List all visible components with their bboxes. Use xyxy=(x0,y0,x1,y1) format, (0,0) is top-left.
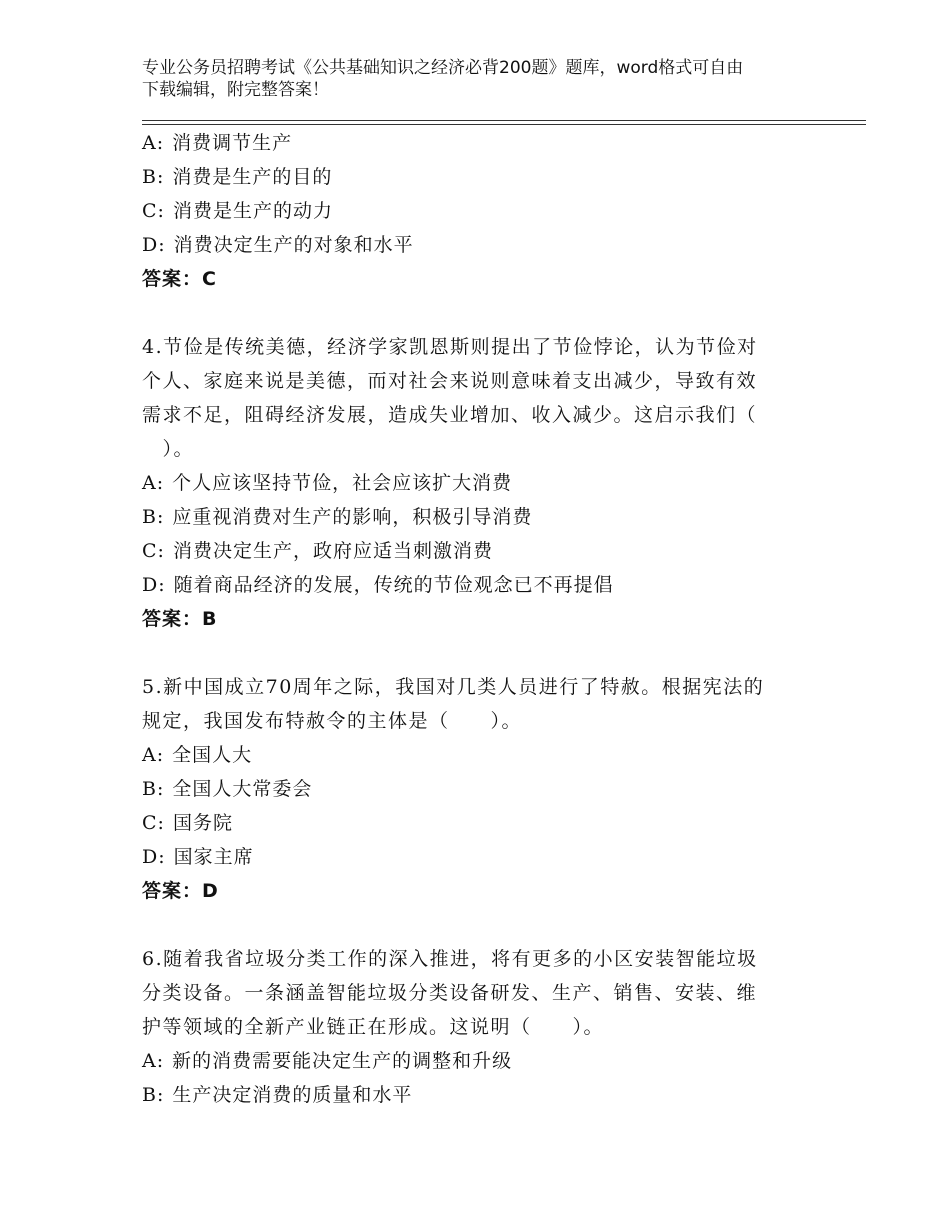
prev-question-block xyxy=(142,126,822,296)
option-a: A: 消费调节生产 xyxy=(142,132,293,154)
document-header xyxy=(142,57,822,101)
option-d: D: 消费决定生产的对象和水平 xyxy=(142,234,414,256)
option-a: A: 全国人大 xyxy=(142,744,253,766)
option-b: B: 消费是生产的目的 xyxy=(142,166,333,188)
question-5 xyxy=(142,670,822,908)
option-a: A: 新的消费需要能决定生产的调整和升级 xyxy=(142,1050,513,1072)
answer-label: 答案：C xyxy=(142,268,217,290)
header-line-2: 下载编辑，附完整答案！ xyxy=(142,80,329,100)
option-c: C: 国务院 xyxy=(142,812,233,834)
option-b: B: 生产决定消费的质量和水平 xyxy=(142,1084,413,1106)
question-stem: 5.新中国成立70周年之际，我国对几类人员进行了特赦。根据宪法的 规定，我国发布特赦令的主体是（ ）。 xyxy=(142,676,765,732)
question-4 xyxy=(142,330,822,636)
option-d: D: 国家主席 xyxy=(142,846,254,868)
answer-label: 答案：D xyxy=(142,880,219,902)
option-b: B: 应重视消费对生产的影响，积极引导消费 xyxy=(142,506,533,528)
option-d: D: 随着商品经济的发展，传统的节俭观念已不再提倡 xyxy=(142,574,614,596)
question-stem: 4.节俭是传统美德，经济学家凯恩斯则提出了节俭悖论，认为节俭对 个人、家庭来说是美德，而对社会来说则意味着支出减少，导致有效 需求不足，阻碍经济发展，造成失业增加、收入减少。这启示我们（ ）。 xyxy=(142,336,758,460)
document-content xyxy=(142,126,822,1112)
option-b: B: 全国人大常委会 xyxy=(142,778,313,800)
question-6 xyxy=(142,942,822,1112)
option-c: C: 消费是生产的动力 xyxy=(142,200,333,222)
question-stem: 6.随着我省垃圾分类工作的深入推进，将有更多的小区安装智能垃圾 分类设备。一条涵盖智能垃圾分类设备研发、生产、销售、安装、维 护等领域的全新产业链正在形成。这说明（ ）。 xyxy=(142,948,758,1038)
header-divider xyxy=(142,120,866,125)
option-c: C: 消费决定生产，政府应适当刺激消费 xyxy=(142,540,493,562)
answer-label: 答案：B xyxy=(142,608,218,630)
option-a: A: 个人应该坚持节俭，社会应该扩大消费 xyxy=(142,472,513,494)
header-line-1: 专业公务员招聘考试《公共基础知识之经济必背200题》题库，word格式可自由 xyxy=(142,58,744,78)
